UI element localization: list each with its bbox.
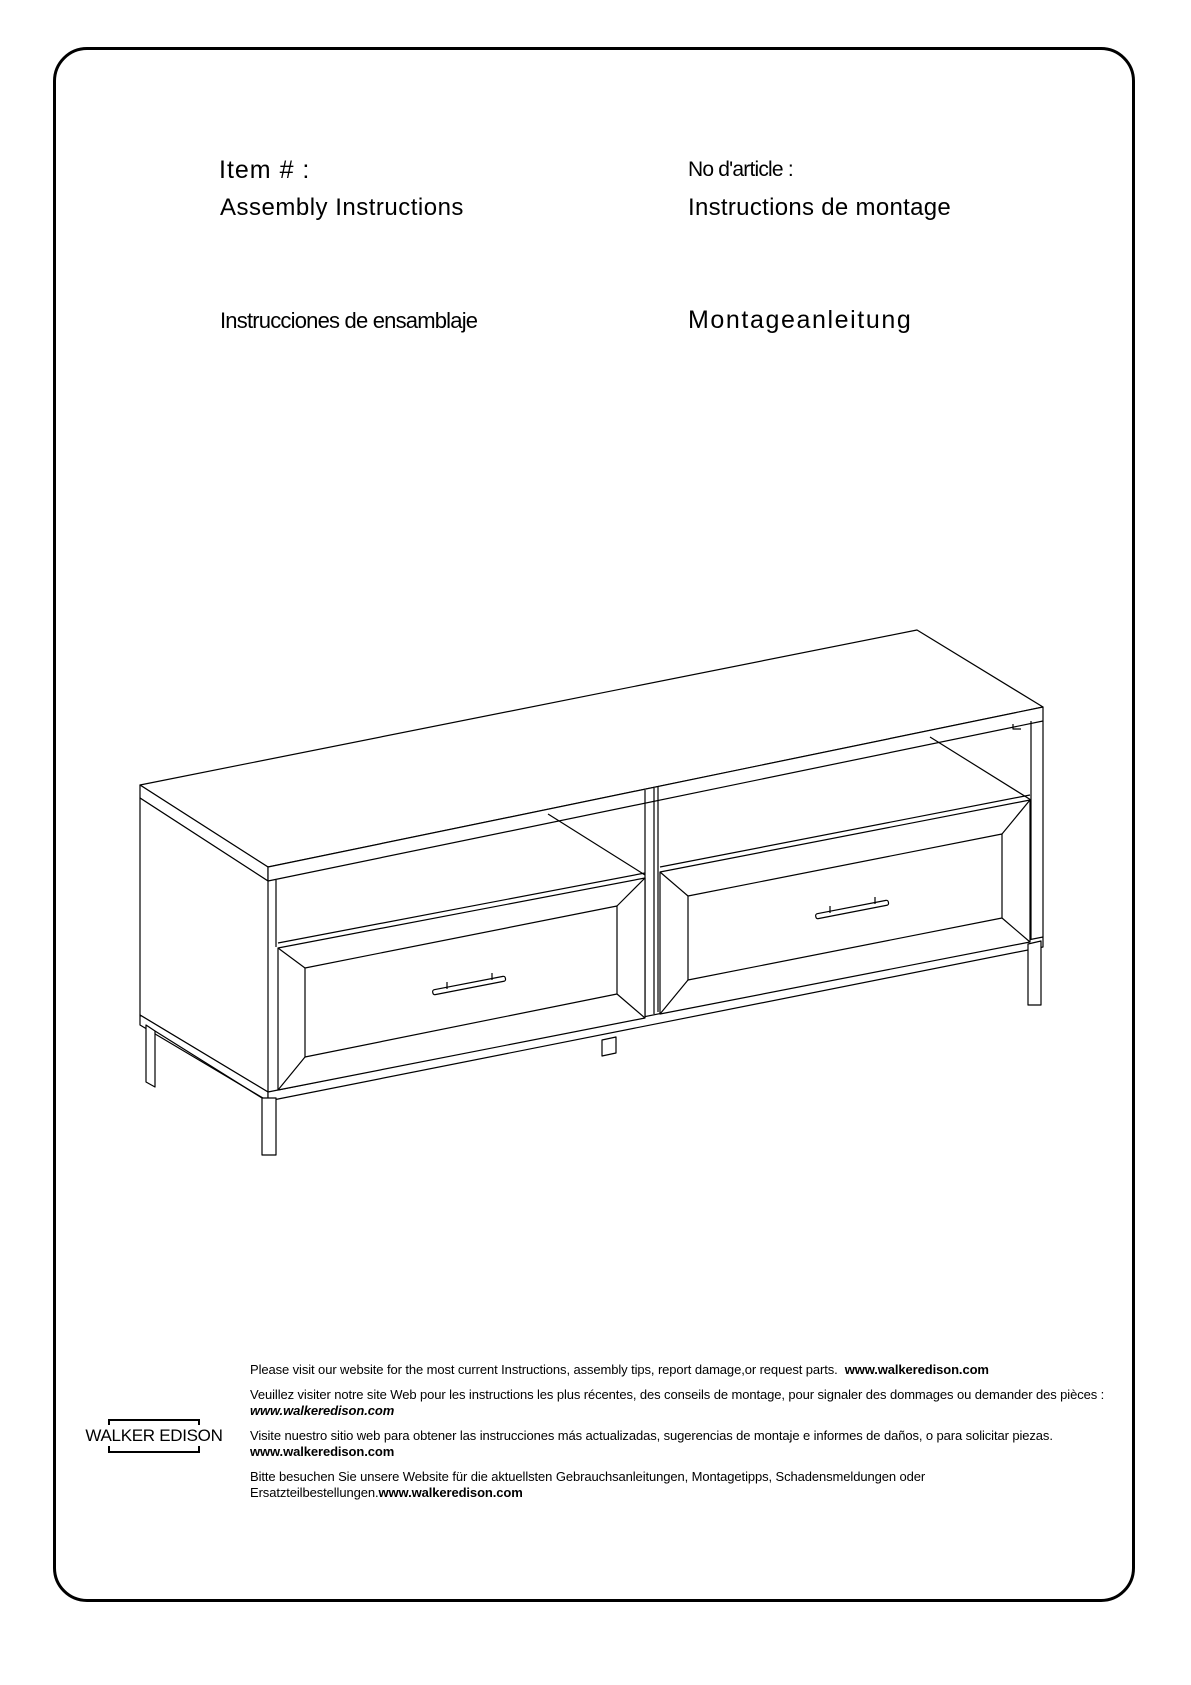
- item-number-label-fr: No d'article :: [688, 158, 793, 181]
- footer-es-text: Visite nuestro sitio web para obtener las instrucciones más actualizadas, sugerencias de montaje e informes de daños, o para solicitar piezas.: [250, 1428, 1053, 1443]
- website-link-de[interactable]: www.walkeredison.com: [378, 1485, 523, 1500]
- website-link-en[interactable]: www.walkeredison.com: [844, 1362, 989, 1377]
- item-number-label: Item # :: [219, 156, 311, 184]
- walker-edison-logo: [82, 1418, 226, 1454]
- footer-text-block: [250, 1362, 1105, 1510]
- assembly-instructions-title: Assembly Instructions: [220, 194, 464, 221]
- footer-en: [250, 1362, 1105, 1378]
- website-link-fr[interactable]: www.walkeredison.com: [250, 1403, 395, 1418]
- assembly-instructions-title-fr: Instructions de montage: [688, 194, 952, 221]
- footer-fr: [250, 1387, 1105, 1419]
- assembly-instructions-title-de: Montageanleitung: [688, 306, 913, 334]
- assembly-instructions-title-es: Instrucciones de ensamblaje: [220, 308, 478, 333]
- website-link-es[interactable]: www.walkeredison.com: [250, 1444, 395, 1459]
- tv-stand-illustration: [135, 625, 1060, 1160]
- logo-text: WALKER EDISON: [85, 1426, 223, 1445]
- footer-de-text: Bitte besuchen Sie unsere Website für die aktuellsten Gebrauchsanleitungen, Montagetipps, Schadensmeldungen oder Ersatzteilbestellungen.: [250, 1469, 926, 1500]
- footer-es: [250, 1428, 1105, 1460]
- footer-fr-text: Veuillez visiter notre site Web pour les instructions les plus récentes, des conseils de montage, pour signaler des dommages ou demander des pièces :: [250, 1387, 1105, 1402]
- footer-de: [250, 1469, 1105, 1501]
- footer-en-text: Please visit our website for the most current Instructions, assembly tips, report damage,or request parts.: [250, 1362, 838, 1377]
